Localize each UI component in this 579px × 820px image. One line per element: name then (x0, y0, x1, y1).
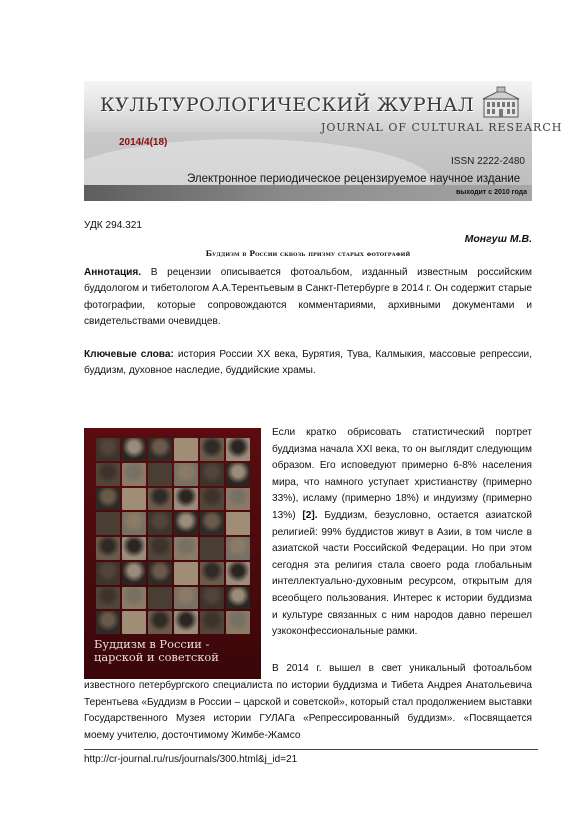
book-cover-image (84, 428, 261, 679)
portrait-photo (148, 611, 172, 634)
building-icon (482, 87, 520, 119)
footer-divider (84, 749, 538, 750)
portrait-grid (96, 438, 250, 634)
abstract-label: Аннотация. (84, 267, 142, 278)
intro-text-start: Если кратко обрисовать статистический портрет буддизма начала XXI века, то он выглядит следующим образом. Его исповедуют примерно 6-8% населения мира, что намного уступает христианству (примерно 33%), исламу (примерно 18%) и индуизму (примерно 13%) (272, 427, 532, 521)
portrait-photo (200, 562, 224, 585)
portrait-photo (200, 611, 224, 634)
portrait-photo (226, 611, 250, 634)
journal-title: КУЛЬТУРОЛОГИЧЕСКИЙ ЖУРНАЛ (100, 94, 475, 116)
published-since-label: выходит с 2010 года (456, 189, 528, 196)
portrait-photo (200, 438, 224, 461)
portrait-photo (122, 488, 146, 511)
portrait-photo (122, 438, 146, 461)
portrait-photo (226, 488, 250, 511)
portrait-photo (174, 463, 198, 486)
issn-label: ISSN 2222-2480 (451, 156, 525, 167)
portrait-photo (174, 611, 198, 634)
portrait-photo (174, 562, 198, 585)
portrait-photo (226, 512, 250, 535)
portrait-photo (148, 537, 172, 560)
footer-url-link[interactable]: http://cr-journal.ru/rus/journals/300.html&j_id=21 (84, 754, 298, 765)
issue-number: 2014/4(18) (119, 137, 168, 148)
portrait-photo (96, 611, 120, 634)
portrait-photo (122, 587, 146, 610)
article-title: Буддизм в России сквозь призму старых фотографий (205, 249, 411, 258)
portrait-photo (174, 587, 198, 610)
portrait-photo (200, 537, 224, 560)
portrait-photo (148, 488, 172, 511)
portrait-photo (96, 438, 120, 461)
portrait-photo (226, 463, 250, 486)
reference-link[interactable]: [2]. (302, 509, 318, 521)
portrait-photo (200, 512, 224, 535)
keywords (84, 347, 532, 380)
portrait-photo (226, 537, 250, 560)
portrait-photo (226, 562, 250, 585)
portrait-photo (174, 438, 198, 461)
portrait-photo (200, 463, 224, 486)
portrait-photo (96, 512, 120, 535)
portrait-photo (96, 587, 120, 610)
article-author: Монгуш М.В. (464, 233, 532, 245)
journal-subtitle: JOURNAL OF CULTURAL RESEARCH (321, 121, 563, 134)
portrait-photo (96, 488, 120, 511)
portrait-photo (96, 537, 120, 560)
portrait-photo (226, 587, 250, 610)
udk-code: УДК 294.321 (84, 220, 142, 231)
portrait-photo (148, 438, 172, 461)
portrait-photo (96, 562, 120, 585)
keywords-label: Ключевые слова: (84, 349, 174, 360)
portrait-photo (174, 512, 198, 535)
portrait-photo (200, 587, 224, 610)
portrait-photo (174, 537, 198, 560)
portrait-photo (122, 562, 146, 585)
portrait-photo (226, 438, 250, 461)
portrait-photo (122, 611, 146, 634)
portrait-photo (200, 488, 224, 511)
portrait-photo (122, 537, 146, 560)
keywords-text: история России XX века, Бурятия, Тува, Калмыкия, массовые репрессии, буддизм, духовное наследие, буддийские храмы. (84, 349, 532, 377)
portrait-photo (148, 587, 172, 610)
second-paragraph: В 2014 г. вышел в свет уникальный фотоальбом известного петербургского специалиста по истории буддизма и Тибета Андрея Анатольевича Терентьева «Буддизм в России – царской и советской», который стал продолжением выставки Государственного Музея истории ГУЛАГа «Репрессированный буддизм». «Посвящается моему учителю, досточтимому Жимбе-Жамсо (84, 663, 532, 742)
portrait-photo (148, 463, 172, 486)
portrait-photo (122, 512, 146, 535)
portrait-photo (96, 463, 120, 486)
abstract (84, 265, 532, 331)
journal-banner (84, 81, 563, 201)
intro-paragraph (272, 425, 532, 641)
book-cover-caption-line2: царской и советской (94, 650, 219, 664)
portrait-photo (148, 512, 172, 535)
book-cover-caption-line1: Буддизм в России - (94, 637, 210, 651)
abstract-text: В рецензии описывается фотоальбом, изданный известным российским буддологом и тибетологом А.А.Терентьевым в Санкт-Петербурге в 2014 г. Он содержит старые фотографии, которые сопровождаются комментариями, архивными документами и свидетельствами очевидцев. (84, 267, 532, 328)
portrait-photo (174, 488, 198, 511)
portrait-photo (148, 562, 172, 585)
portrait-photo (122, 463, 146, 486)
journal-tagline: Электронное периодическое рецензируемое научное издание (187, 173, 521, 185)
intro-text-end: Буддизм, безусловно, остается азиатской религией: 99% буддистов живут в Азии, в том числе в азиатской части Российской Федерации. Но при этом сегодня эта религия стала своего рода глобальным интеллектуально-духовным ресурсом, открытым для всеобщего пользования. Интерес к истории буддизма и культуре связанных с ним народов давно перешел узкоконфессиональные рамки. (272, 509, 532, 638)
